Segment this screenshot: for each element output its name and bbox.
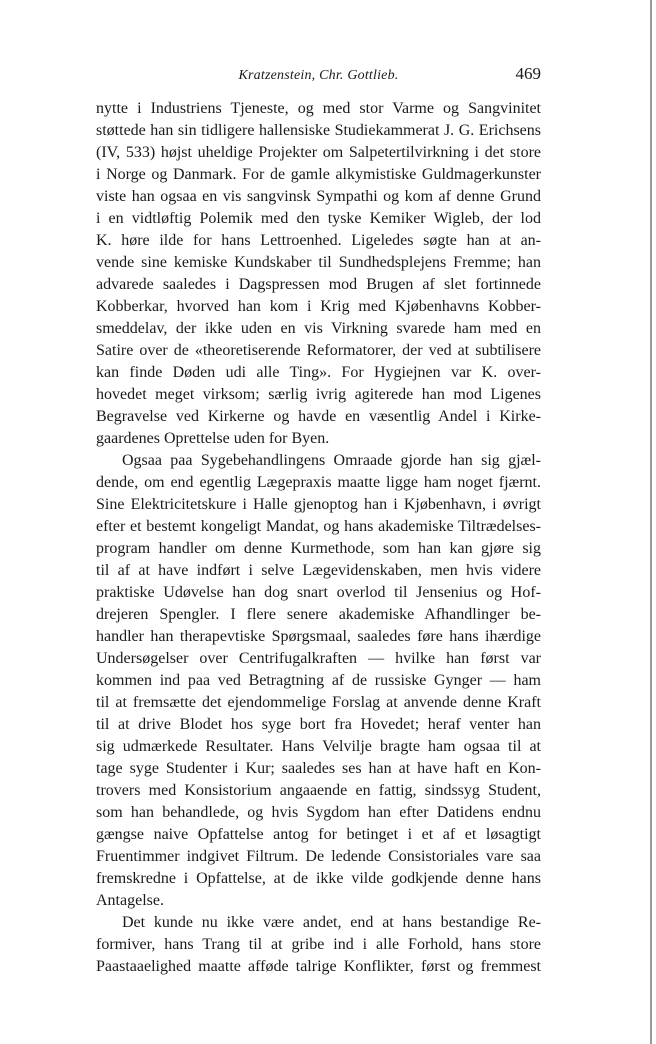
text-line: formiver, hans Trang til at gribe ind i alle Forhold, hans store bbox=[96, 936, 541, 953]
text-line: (IV, 533) højst uheldige Projekter om Salpetertilvirkning i det store bbox=[96, 144, 541, 161]
text-line: sig udmærkede Resultater. Hans Velvilje bragte ham ogsaa til at bbox=[96, 738, 541, 755]
paragraph-2 bbox=[96, 450, 541, 912]
text-line: drejeren Spengler. I flere senere akademiske Afhandlinger be- bbox=[96, 606, 541, 623]
text-line: dende, om end egentlig Lægepraxis maatte ligge ham noget fjærnt. bbox=[96, 474, 541, 491]
text-line: som han behandlede, og hvis Sygdom han efter Datidens endnu bbox=[96, 804, 541, 821]
text-line: Sine Elektricitetskure i Halle gjenoptog han i Kjøbenhavn, i øvrigt bbox=[96, 496, 541, 513]
text-line: nytte i Industriens Tjeneste, og med stor Varme og Sangvinitet bbox=[96, 100, 541, 117]
text-line: efter et bestemt kongeligt Mandat, og hans akademiske Tiltrædelses- bbox=[96, 518, 541, 535]
paragraph-1 bbox=[96, 98, 541, 450]
text-line: tage syge Studenter i Kur; saaledes ses han at have haft en Kon- bbox=[96, 760, 541, 777]
text-line: advarede saaledes i Dagspressen mod Brugen af slet fortinnede bbox=[96, 276, 541, 293]
text-line: K. høre ilde for hans Lettroenhed. Ligeledes søgte han at an- bbox=[96, 232, 541, 249]
page-header bbox=[96, 64, 541, 90]
page-number: 469 bbox=[515, 64, 541, 83]
text-line: gængse naive Opfattelse antog for betinget i et af et løsagtigt bbox=[96, 826, 541, 843]
text-line: til af at have indført i selve Lægevidenskaben, men hvis videre bbox=[96, 562, 541, 579]
body-text bbox=[96, 98, 541, 978]
text-line: praktiske Udøvelse han dog snart overlod til Jensenius og Hof- bbox=[96, 584, 541, 601]
paragraph-3 bbox=[96, 912, 541, 978]
text-line: gaardenes Oprettelse uden for Byen. bbox=[96, 430, 330, 447]
text-line: Kobberkar, hvorved han kom i Krig med Kjøbenhavns Kobber- bbox=[96, 298, 541, 315]
text-line: hovedet meget virksom; særlig ivrig agiterede han mod Ligenes bbox=[96, 386, 541, 403]
text-line: Antagelse. bbox=[96, 892, 164, 909]
text-line: trovers med Konsistorium angaaende en fattig, sindssyg Student, bbox=[96, 782, 541, 799]
running-head: Kratzenstein, Chr. Gottlieb. bbox=[238, 68, 399, 83]
text-line: til at fremsætte det ejendommelige Forslag at anvende denne Kraft bbox=[96, 694, 541, 711]
text-line: i en vidtløftig Polemik med den tyske Kemiker Wigleb, der lod bbox=[96, 210, 541, 227]
text-line: kan finde Døden udi alle Ting». For Hygiejnen var K. over- bbox=[96, 364, 541, 381]
text-line: handler han therapevtiske Spørgsmaal, saaledes føre hans ihærdige bbox=[96, 628, 541, 645]
text-line: smeddelav, der ikke uden en vis Virkning svarede ham med en bbox=[96, 320, 541, 337]
text-line: til at drive Blodet hos syge bort fra Hovedet; heraf venter han bbox=[96, 716, 541, 733]
text-line: viste han ogsaa en vis sangvinsk Sympathi og kom af denne Grund bbox=[96, 188, 541, 205]
text-line: støttede han sin tidligere hallensiske Studiekammerat J. G. Erichsens bbox=[96, 122, 541, 139]
text-line: kommen ind paa ved Betragtning af de russiske Gynger — ham bbox=[96, 672, 541, 689]
text-line: Paastaaelighed maatte afføde talrige Konflikter, først og fremmest bbox=[96, 958, 541, 975]
text-line: fremskredne i Opfattelse, at de ikke vilde godkjende denne hans bbox=[96, 870, 541, 887]
text-line: Fruentimmer indgivet Filtrum. De ledende Consistoriales vare saa bbox=[96, 848, 541, 865]
text-line: i Norge og Danmark. For de gamle alkymistiske Guldmagerkunster bbox=[96, 166, 541, 183]
text-line: Ogsaa paa Sygebehandlingens Omraade gjorde han sig gjæl- bbox=[122, 452, 541, 469]
text-line: Undersøgelser over Centrifugalkraften — hvilke han først var bbox=[96, 650, 541, 667]
text-line: Det kunde nu ikke være andet, end at hans bestandige Re- bbox=[122, 914, 541, 931]
text-line: vende sine kemiske Kundskaber til Sundhedsplejens Fremme; han bbox=[96, 254, 541, 271]
page-edge-shadow bbox=[650, 0, 652, 1044]
text-line: Satire over de «theoretiserende Reformatorer, der ved at subtilisere bbox=[96, 342, 541, 359]
text-line: Begravelse ved Kirkerne og havde en væsentlig Andel i Kirke- bbox=[96, 408, 541, 425]
text-line: program handler om denne Kurmethode, som han kan gjøre sig bbox=[96, 540, 541, 557]
